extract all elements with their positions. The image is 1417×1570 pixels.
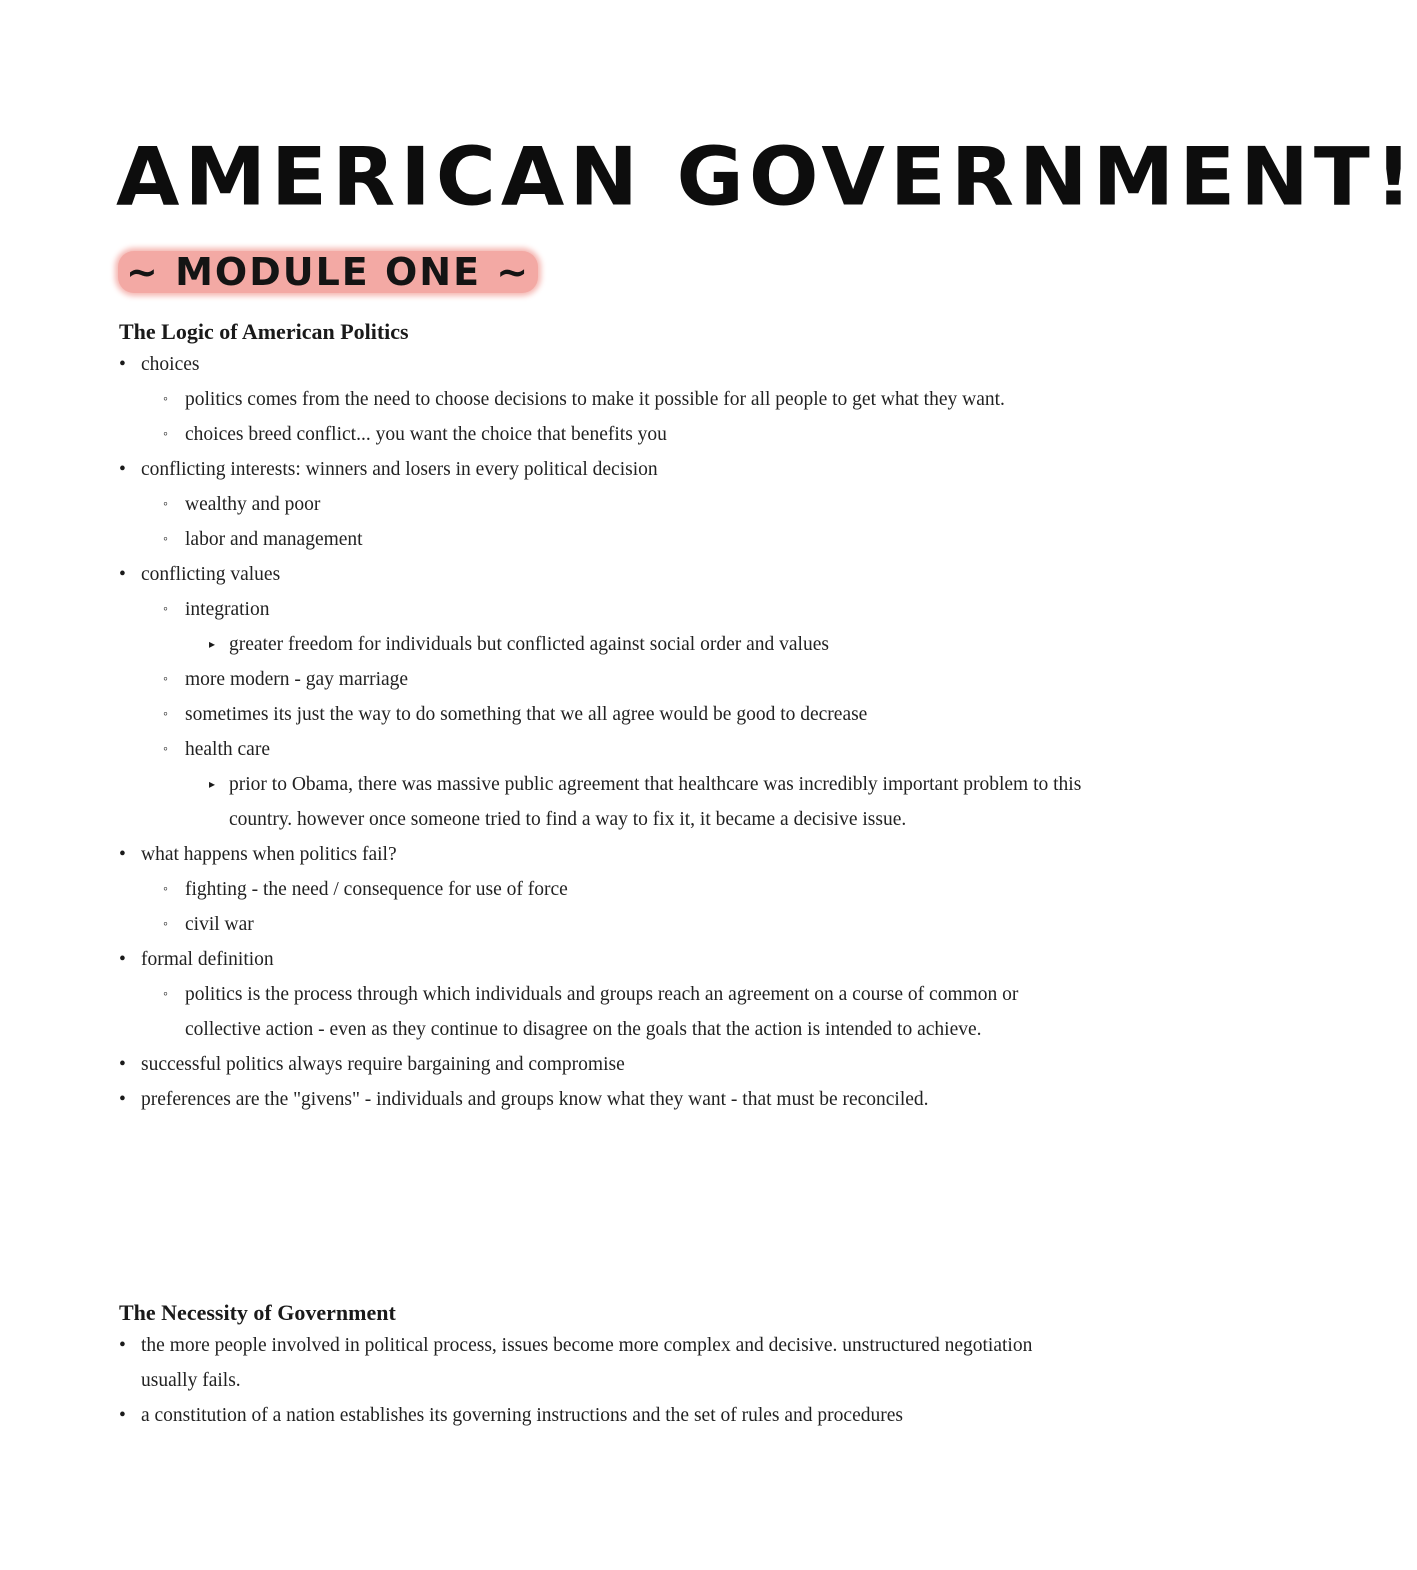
bullet-icon: ◦: [163, 427, 168, 442]
list-item-level-1: [119, 1328, 1089, 1398]
list-item-level-1: [119, 1398, 1089, 1433]
list-item-text: wealthy and poor: [185, 494, 321, 515]
list-item-level-1: [119, 347, 1089, 382]
bullet-icon: •: [119, 354, 126, 375]
list-item-level-2: [119, 592, 1089, 627]
list-item-text: a constitution of a nation establishes its governing instructions and the set of rules and procedures: [141, 1405, 903, 1426]
bullet-icon: ◦: [163, 707, 168, 722]
list-item-text: what happens when politics fail?: [141, 844, 397, 865]
bullet-icon: ◦: [163, 742, 168, 757]
bullet-icon: •: [119, 1335, 126, 1356]
list-item-level-2: [119, 382, 1089, 417]
bullet-icon: ▸: [209, 637, 216, 651]
list-item-level-2: [119, 662, 1089, 697]
list-item-level-2: [119, 417, 1089, 452]
list-item-text: labor and management: [185, 529, 363, 550]
bullet-icon: ◦: [163, 497, 168, 512]
bullet-icon: •: [119, 1089, 126, 1110]
list-item-text: sometimes its just the way to do something that we all agree would be good to decrease: [185, 704, 868, 725]
list-item-level-2: [119, 522, 1089, 557]
section-necessity-of-government: [119, 1298, 1089, 1433]
list-item-text: the more people involved in political process, issues become more complex and decisive. unstructured negotiation usually fails.: [141, 1335, 1033, 1391]
list-item-level-1: [119, 557, 1089, 592]
list-item-text: successful politics always require bargaining and compromise: [141, 1054, 625, 1075]
bullet-icon: ▸: [209, 777, 216, 791]
list-item-level-2: [119, 732, 1089, 767]
bullet-list: [119, 347, 1089, 1117]
list-item-text: politics is the process through which individuals and groups reach an agreement on a course of common or collective action - even as they continue to disagree on the goals that the action is intended to achieve.: [185, 984, 1019, 1040]
section-heading: The Necessity of Government: [119, 1300, 396, 1325]
bullet-icon: ◦: [163, 672, 168, 687]
list-item-text: politics comes from the need to choose decisions to make it possible for all people to get what they want.: [185, 389, 1005, 410]
bullet-list: [119, 1328, 1089, 1433]
bullet-icon: •: [119, 564, 126, 585]
list-item-level-2: [119, 977, 1089, 1047]
list-item-level-1: [119, 452, 1089, 487]
list-item-level-1: [119, 1047, 1089, 1082]
bullet-icon: •: [119, 459, 126, 480]
section-heading: The Logic of American Politics: [119, 319, 409, 344]
bullet-icon: ◦: [163, 532, 168, 547]
bullet-icon: ◦: [163, 917, 168, 932]
list-item-text: conflicting interests: winners and losers in every political decision: [141, 459, 658, 480]
bullet-icon: ◦: [163, 987, 168, 1002]
list-item-level-1: [119, 837, 1089, 872]
list-item-level-1: [119, 942, 1089, 977]
bullet-icon: ◦: [163, 392, 168, 407]
list-item-text: integration: [185, 599, 270, 620]
bullet-icon: •: [119, 949, 126, 970]
list-item-level-2: [119, 697, 1089, 732]
list-item-text: formal definition: [141, 949, 274, 970]
list-item-text: preferences are the "givens" - individuals and groups know what they want - that must be reconciled.: [141, 1089, 929, 1110]
bullet-icon: ◦: [163, 602, 168, 617]
list-item-level-2: [119, 487, 1089, 522]
list-item-text: health care: [185, 739, 270, 760]
list-item-level-2: [119, 907, 1089, 942]
list-item-text: civil war: [185, 914, 254, 935]
document-title: AMERICAN GOVERNMENT!: [116, 131, 1417, 225]
bullet-icon: ◦: [163, 882, 168, 897]
list-item-text: fighting - the need / consequence for use of force: [185, 879, 568, 900]
list-item-level-3: [119, 627, 1089, 662]
module-label: ~ MODULE ONE ~: [118, 251, 538, 293]
section-logic-of-american-politics: [119, 317, 1089, 1117]
bullet-icon: •: [119, 1405, 126, 1426]
list-item-text: more modern - gay marriage: [185, 669, 409, 690]
list-item-text: choices breed conflict... you want the choice that benefits you: [185, 424, 667, 445]
list-item-text: prior to Obama, there was massive public agreement that healthcare was incredibly important problem to this country. however once someone tried to find a way to fix it, it became a decisive issue.: [229, 774, 1082, 830]
list-item-text: choices: [141, 354, 200, 375]
list-item-text: conflicting values: [141, 564, 281, 585]
list-item-level-2: [119, 872, 1089, 907]
list-item-level-3: [119, 767, 1089, 837]
bullet-icon: •: [119, 844, 126, 865]
bullet-icon: •: [119, 1054, 126, 1075]
list-item-text: greater freedom for individuals but conflicted against social order and values: [229, 634, 829, 655]
list-item-level-1: [119, 1082, 1089, 1117]
